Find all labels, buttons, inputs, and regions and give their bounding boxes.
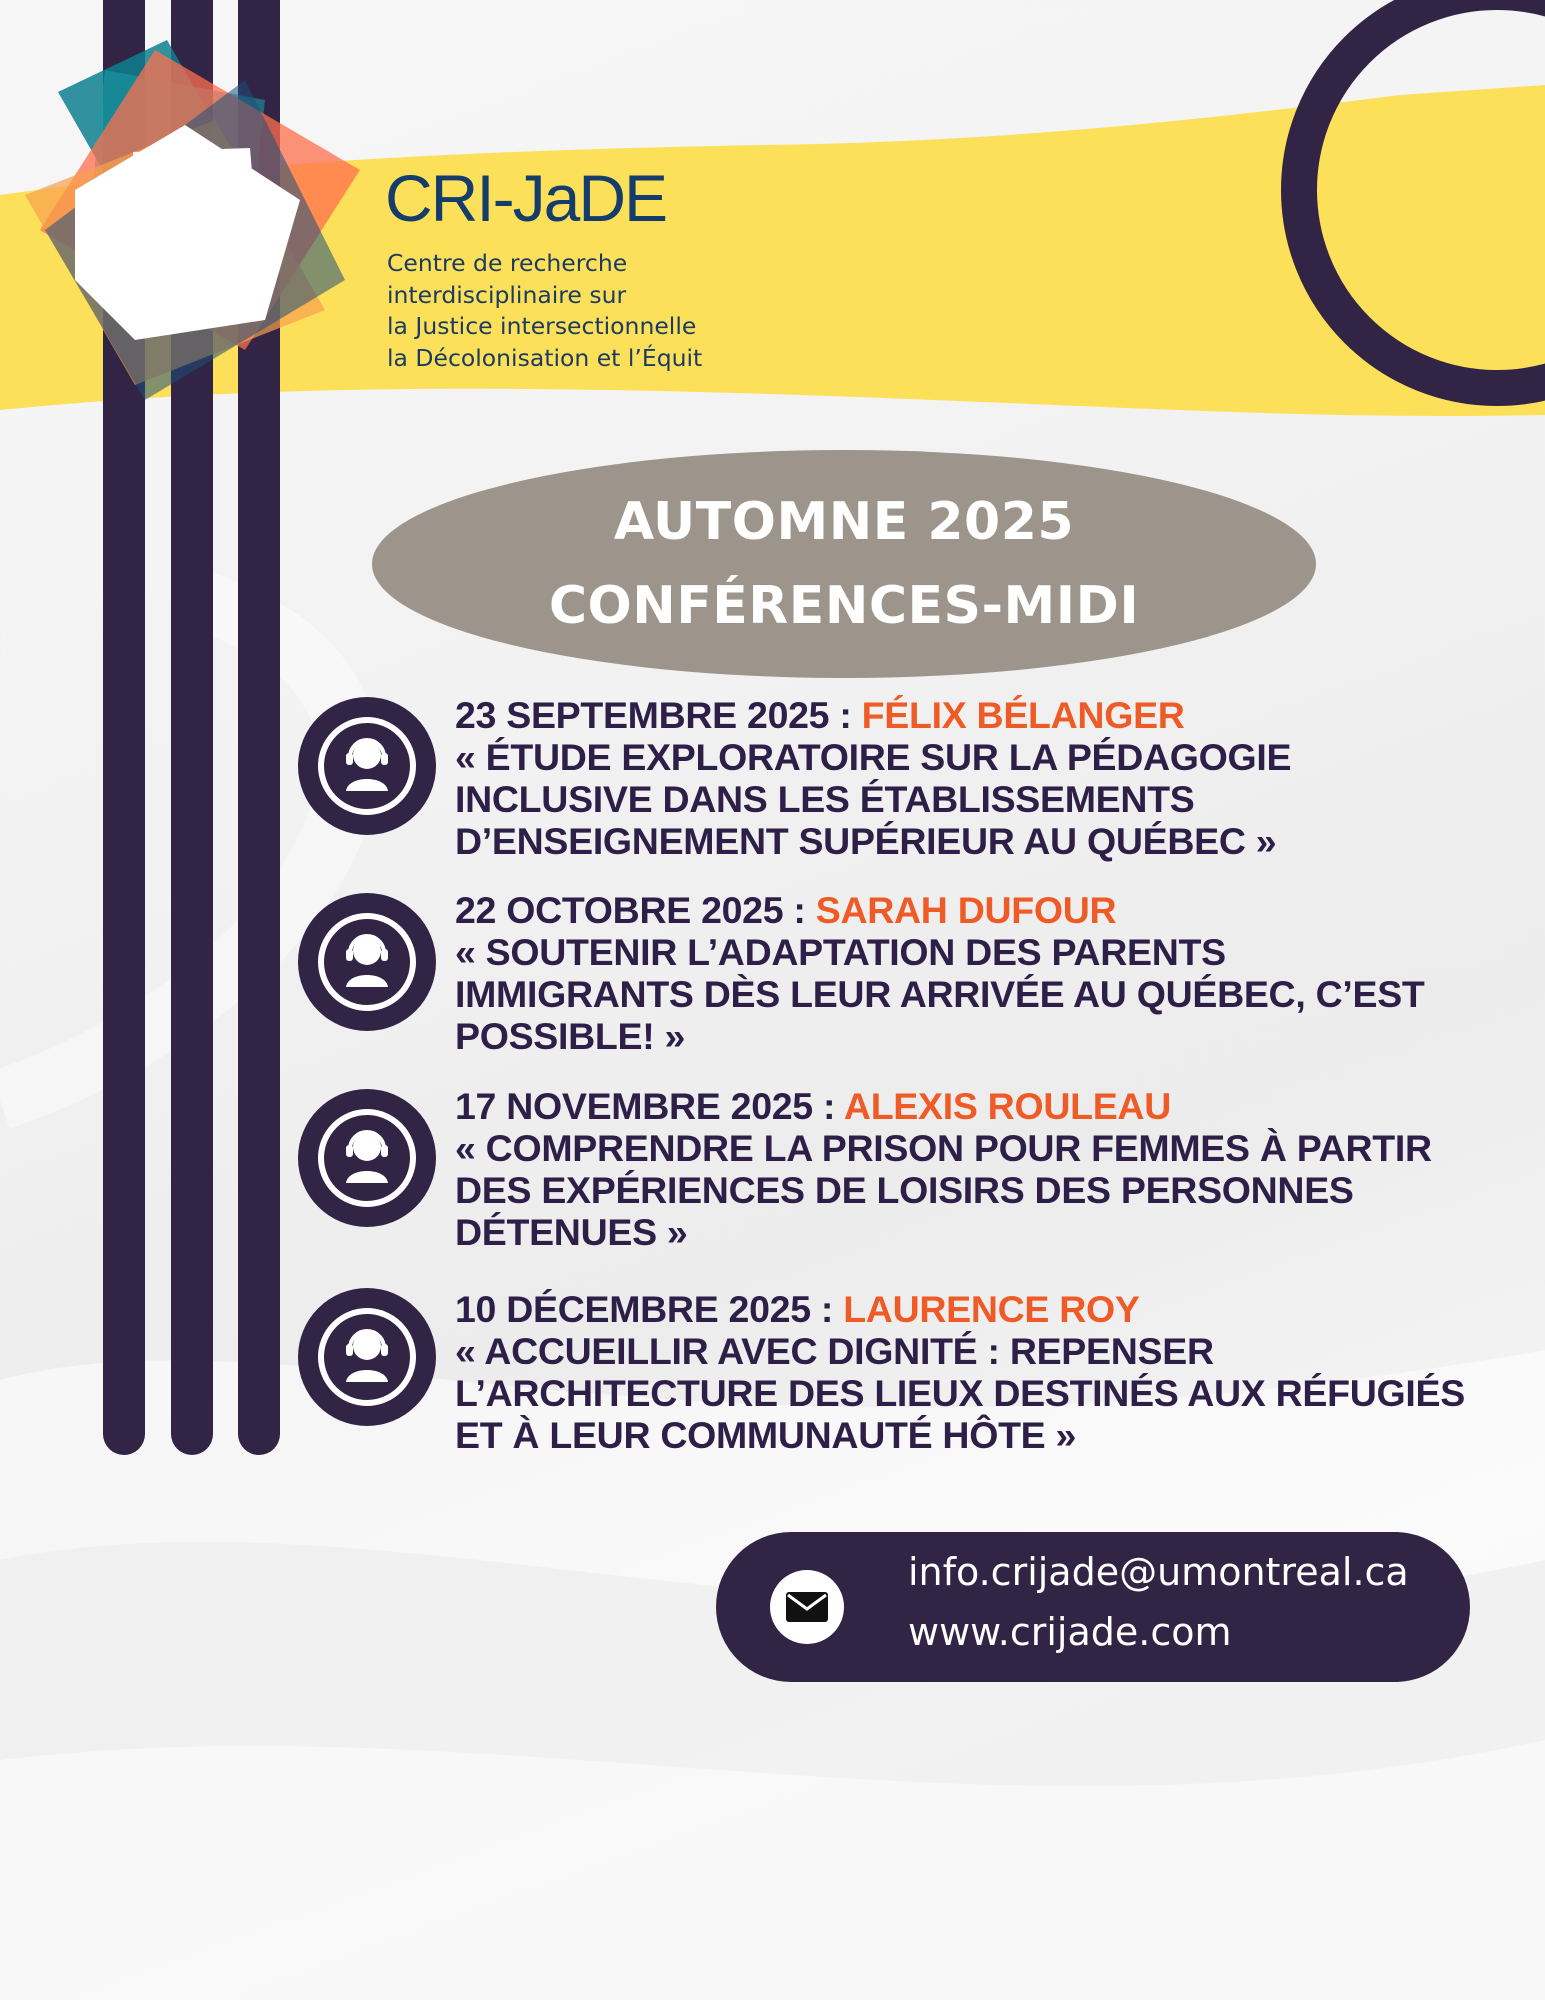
event-text (455, 889, 1475, 1057)
decorative-ring (1245, 0, 1545, 440)
event-title-line: « ÉTUDE EXPLORATOIRE SUR LA PÉDAGOGIE (455, 736, 1292, 778)
series-heading: CONFÉRENCES-MIDI (548, 576, 1140, 636)
event-title-line: ET À LEUR COMMUNAUTÉ HÔTE » (455, 1414, 1077, 1456)
event-title-line: INCLUSIVE DANS LES ÉTABLISSEMENTS (455, 778, 1195, 820)
org-description-line: interdisciplinaire sur (387, 280, 627, 309)
season-heading: AUTOMNE 2025 (613, 492, 1075, 552)
title-banner (372, 450, 1316, 678)
contact-website-link[interactable]: www.crijade.com (908, 1610, 1232, 1654)
org-description-line: la Décolonisation et l’Équit (387, 343, 703, 372)
event-speaker: FÉLIX BÉLANGER (861, 694, 1185, 736)
org-name: CRI-JaDE (385, 161, 667, 235)
event-title-line: DES EXPÉRIENCES DE LOISIRS DES PERSONNES (455, 1169, 1354, 1211)
event-speaker: ALEXIS ROULEAU (843, 1085, 1171, 1127)
event-speaker: SARAH DUFOUR (815, 889, 1117, 931)
speaker-headset-icon (298, 1288, 436, 1426)
logo-graphic (15, 30, 375, 410)
event-date: 17 NOVEMBRE 2025 : (455, 1085, 844, 1127)
event-title-line: POSSIBLE! » (455, 1015, 686, 1057)
org-description-line: Centre de recherche (387, 249, 628, 277)
event-header-line (455, 1288, 1475, 1330)
event-title-line: « SOUTENIR L’ADAPTATION DES PARENTS (455, 931, 1226, 973)
speaker-headset-icon (298, 697, 436, 835)
event-title-line: L’ARCHITECTURE DES LIEUX DESTINÉS AUX RÉFUGIÉS (455, 1372, 1465, 1414)
contact-email-link[interactable]: info.crijade@umontreal.ca (908, 1550, 1409, 1594)
event-text (455, 1085, 1475, 1253)
event-text (455, 1288, 1475, 1456)
event-title-line: IMMIGRANTS DÈS LEUR ARRIVÉE AU QUÉBEC, C’EST (455, 973, 1425, 1015)
org-description-line: la Justice intersectionnelle (387, 312, 697, 340)
event-title-line: « COMPRENDRE LA PRISON POUR FEMMES À PARTIR (455, 1127, 1432, 1169)
envelope-icon (770, 1570, 844, 1644)
event-title-line: D’ENSEIGNEMENT SUPÉRIEUR AU QUÉBEC » (455, 820, 1277, 862)
contact-box (716, 1532, 1470, 1682)
event-header-line (455, 694, 1475, 736)
event-header-line (455, 889, 1475, 931)
event-speaker: LAURENCE ROY (843, 1288, 1140, 1330)
org-description (387, 248, 702, 374)
event-title-line: « ACCUEILLIR AVEC DIGNITÉ : REPENSER (455, 1330, 1214, 1372)
event-date: 10 DÉCEMBRE 2025 : (455, 1288, 844, 1330)
event-text (455, 694, 1475, 862)
event-title-line: DÉTENUES » (455, 1211, 688, 1253)
speaker-headset-icon (298, 893, 436, 1031)
event-date: 23 SEPTEMBRE 2025 : (455, 694, 862, 736)
event-header-line (455, 1085, 1475, 1127)
speaker-headset-icon (298, 1089, 436, 1227)
event-date: 22 OCTOBRE 2025 : (455, 889, 816, 931)
